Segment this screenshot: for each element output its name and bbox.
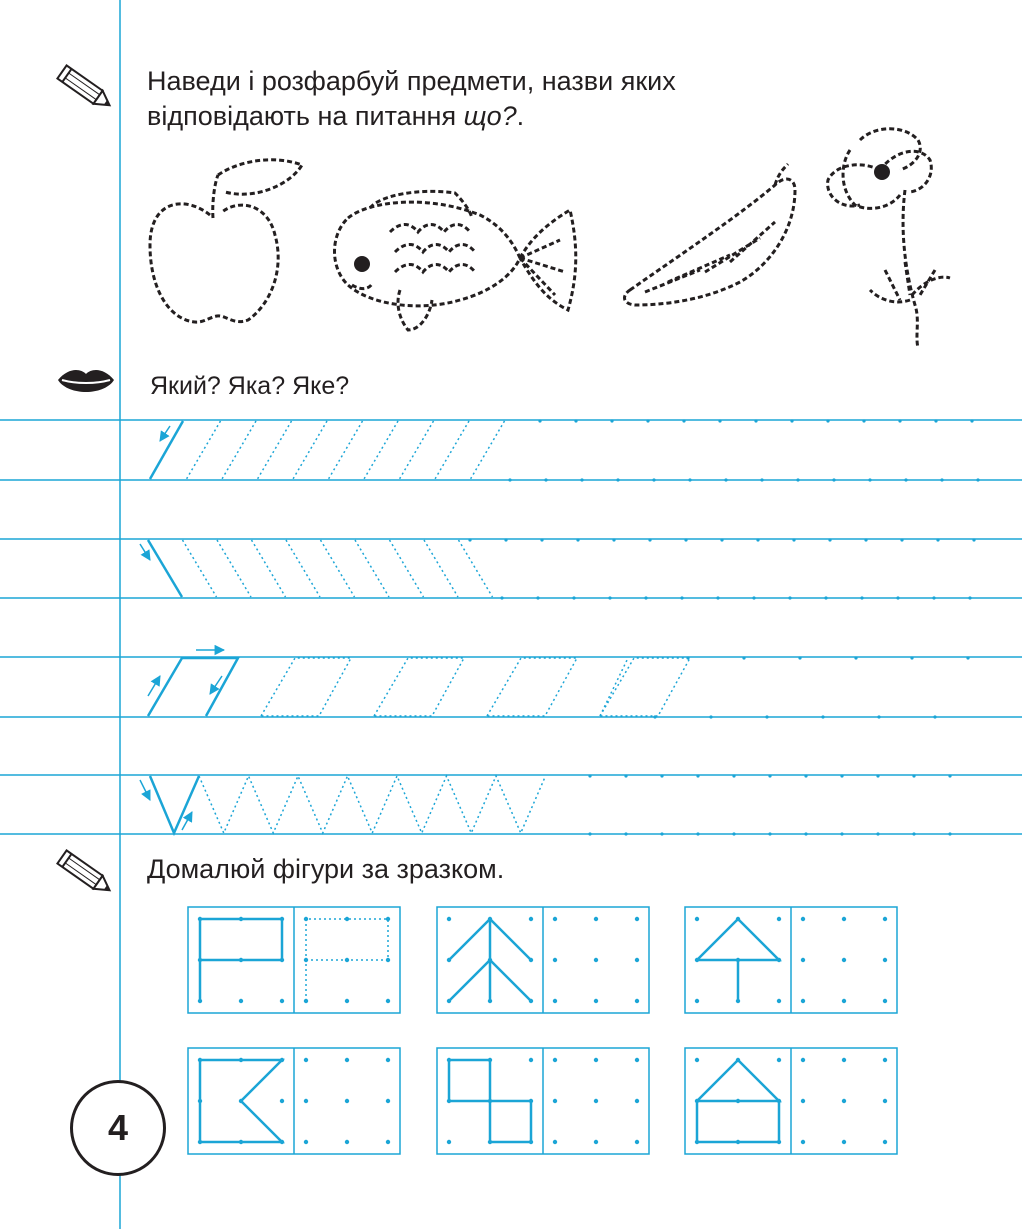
trace-stroke: [600, 658, 628, 716]
guide-dot: [796, 478, 799, 481]
guide-dot: [660, 832, 663, 835]
guide-dot: [804, 774, 807, 777]
guide-dot: [580, 478, 583, 481]
guide-dot: [932, 596, 935, 599]
trace-stroke: [252, 540, 286, 597]
trace-stroke: [293, 421, 327, 479]
guide-dot: [684, 538, 687, 541]
guide-dot: [832, 478, 835, 481]
trace-stroke: [435, 421, 469, 479]
guide-dot: [588, 832, 591, 835]
figure-task-K: [188, 1048, 400, 1154]
guide-dot: [653, 715, 656, 718]
guide-dot: [868, 478, 871, 481]
guide-dot: [904, 478, 907, 481]
trace-stroke: [459, 540, 493, 597]
guide-dot: [572, 596, 575, 599]
trace-stroke: [355, 540, 389, 597]
task1-line2: відповідають на питання що?.: [147, 101, 525, 131]
lips-icon: [58, 370, 114, 392]
trace-zigzag: [199, 776, 546, 833]
trace-stroke: [471, 421, 505, 479]
guide-dot: [862, 419, 865, 422]
poppy-center: [874, 164, 890, 180]
guide-dot: [970, 419, 973, 422]
guide-dot: [940, 478, 943, 481]
guide-dot: [612, 538, 615, 541]
guide-dot: [860, 596, 863, 599]
trace-stroke: [400, 421, 434, 479]
guide-dot: [680, 596, 683, 599]
guide-dot: [933, 715, 936, 718]
guide-dot: [798, 656, 801, 659]
guide-dot: [854, 656, 857, 659]
fish-eye: [354, 256, 370, 272]
row4-pattern: [140, 774, 952, 835]
guide-dot: [538, 419, 541, 422]
guide-dot: [536, 596, 539, 599]
trace-stroke: [258, 421, 292, 479]
guide-dot: [768, 774, 771, 777]
guide-dot: [660, 774, 663, 777]
guide-dot: [900, 538, 903, 541]
guide-dot: [976, 478, 979, 481]
guide-dot: [752, 596, 755, 599]
task1-line1: Наведи і розфарбуй предмети, назви яких: [147, 66, 676, 96]
guide-dot: [696, 774, 699, 777]
trace-stroke: [217, 540, 251, 597]
trace-stroke: [364, 421, 398, 479]
guide-dot: [828, 538, 831, 541]
guide-dot: [540, 538, 543, 541]
guide-dot: [756, 538, 759, 541]
guide-dot: [500, 596, 503, 599]
guide-dot: [588, 774, 591, 777]
guide-dot: [646, 419, 649, 422]
guide-dot: [732, 832, 735, 835]
guide-dot: [624, 832, 627, 835]
guide-dot: [508, 478, 511, 481]
guide-dot: [804, 832, 807, 835]
row1-pattern: [150, 419, 980, 481]
guide-dot: [754, 419, 757, 422]
guide-dot: [624, 774, 627, 777]
guide-dot: [948, 832, 951, 835]
guide-dot: [468, 538, 471, 541]
guide-dot: [968, 596, 971, 599]
guide-dot: [576, 538, 579, 541]
task3-instruction: Домалюй фігури за зразком.: [147, 854, 505, 884]
guide-dot: [864, 538, 867, 541]
apple-tracing: [150, 160, 302, 322]
task1-instruction: [147, 64, 847, 134]
guide-dot: [682, 419, 685, 422]
task2-questions: Який? Яка? Яке?: [150, 372, 350, 400]
guide-dot: [912, 832, 915, 835]
guide-dot: [742, 656, 745, 659]
trace-stroke: [321, 540, 355, 597]
figure-grids: [188, 907, 897, 1154]
task1-question-word: що?: [463, 101, 517, 131]
guide-dot: [608, 596, 611, 599]
trace-stroke: [222, 421, 256, 479]
guide-dot: [732, 774, 735, 777]
guide-dot: [824, 596, 827, 599]
guide-dot: [788, 596, 791, 599]
figure-task-house: [685, 1048, 897, 1154]
guide-dot: [877, 715, 880, 718]
guide-dot: [724, 478, 727, 481]
guide-dot: [790, 419, 793, 422]
fish-tracing: [335, 191, 576, 330]
guide-dot: [948, 774, 951, 777]
guide-dot: [644, 596, 647, 599]
guide-dot: [876, 774, 879, 777]
figure-task-arrow: [685, 907, 897, 1013]
page-number: 4: [70, 1080, 166, 1176]
figure-task-F: [188, 907, 400, 1013]
guide-dot: [826, 419, 829, 422]
guide-dot: [840, 832, 843, 835]
writing-lines: [0, 420, 1022, 834]
guide-dot: [936, 538, 939, 541]
guide-dot: [768, 832, 771, 835]
trace-stroke: [183, 540, 217, 597]
trace-stroke: [390, 540, 424, 597]
guide-dot: [876, 832, 879, 835]
guide-dot: [912, 774, 915, 777]
row2-pattern: [140, 538, 976, 599]
guide-dot: [696, 832, 699, 835]
guide-dot: [709, 715, 712, 718]
guide-dot: [610, 419, 613, 422]
trace-parallelogram: [374, 658, 464, 716]
guide-dot: [966, 656, 969, 659]
guide-dot: [686, 656, 689, 659]
trace-parallelogram: [487, 658, 577, 716]
guide-dot: [652, 478, 655, 481]
figure-task-tree: [437, 907, 649, 1013]
guide-dot: [504, 538, 507, 541]
guide-dot: [544, 478, 547, 481]
cucumber-tracing: [625, 164, 795, 305]
guide-dot: [972, 538, 975, 541]
guide-dot: [720, 538, 723, 541]
guide-dot: [898, 419, 901, 422]
guide-dot: [760, 478, 763, 481]
guide-dot: [718, 419, 721, 422]
poppy-tracing: [828, 129, 950, 348]
guide-dot: [574, 419, 577, 422]
guide-dot: [648, 538, 651, 541]
guide-dot: [840, 774, 843, 777]
trace-stroke: [329, 421, 363, 479]
figure-task-blocks: [437, 1048, 649, 1154]
trace-parallelogram: [261, 658, 351, 716]
guide-dot: [821, 715, 824, 718]
trace-stroke: [424, 540, 458, 597]
guide-dot: [716, 596, 719, 599]
row3-pattern: [148, 650, 970, 719]
guide-dot: [616, 478, 619, 481]
guide-dot: [688, 478, 691, 481]
trace-stroke: [286, 540, 320, 597]
guide-dot: [934, 419, 937, 422]
pencil-icon: [57, 65, 114, 111]
guide-dot: [910, 656, 913, 659]
guide-dot: [765, 715, 768, 718]
trace-stroke: [187, 421, 221, 479]
guide-dot: [896, 596, 899, 599]
pencil-icon: [57, 850, 114, 896]
guide-dot: [792, 538, 795, 541]
